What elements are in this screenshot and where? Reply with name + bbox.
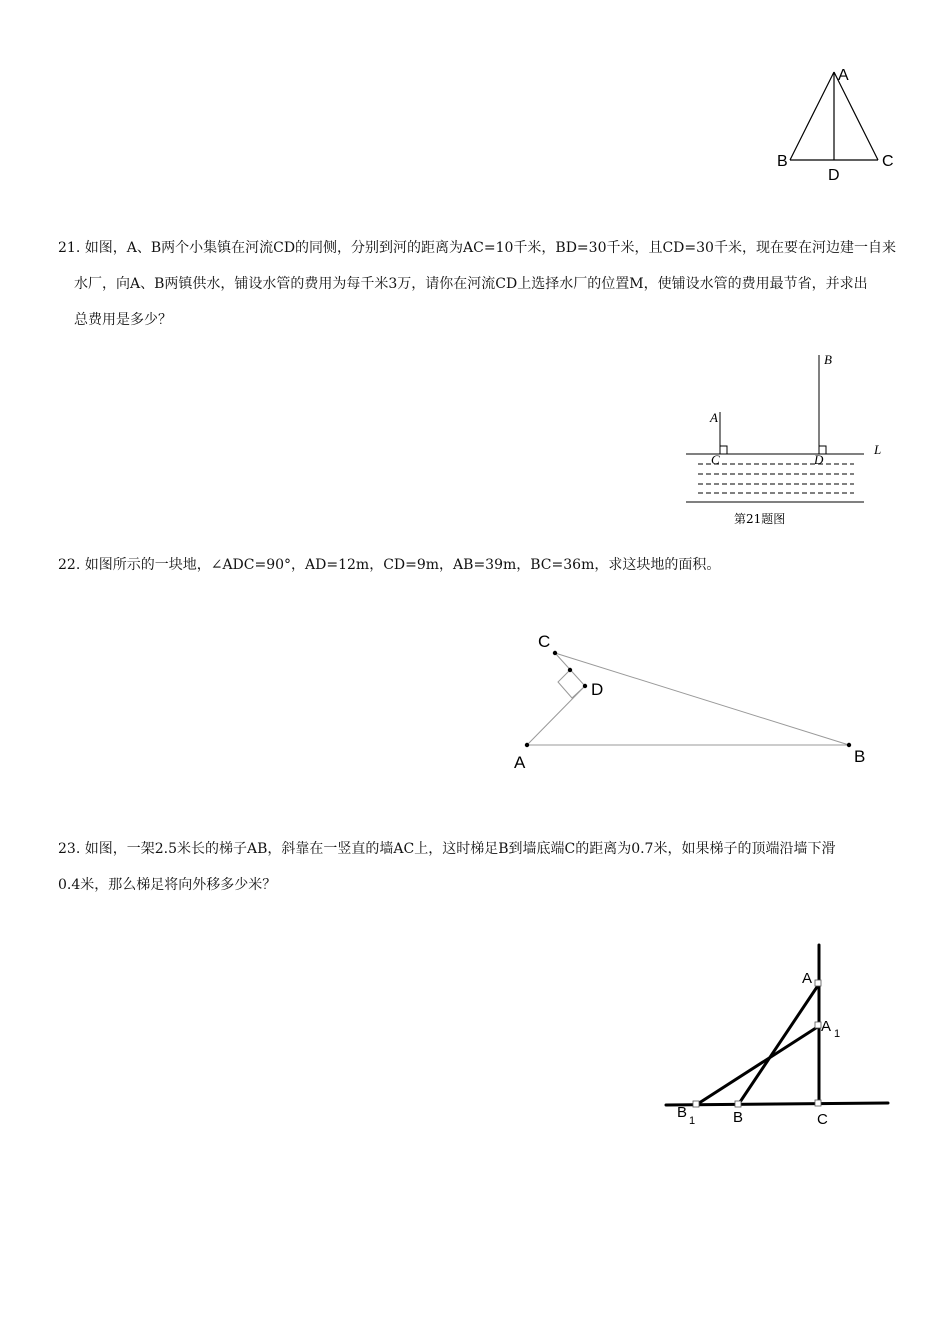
q21-line2: 水厂，向A、B两镇供水，铺设水管的费用为每千米3万，请你在河流CD上选择水厂的位置M，使铺设水管的费用最节省，并求出 [74,276,868,292]
q23-line1: 23. 如图，一架2.5米长的梯子AB，斜靠在一竖直的墙AC上，这时梯足B到墙底端C的距离为0.7米，如果梯子的顶端沿墙下滑 [58,841,836,857]
label-c: C [882,153,894,170]
question-21 [58,230,896,338]
q22-line1: 22. 如图所示的一块地，∠ADC=90°，AD=12m，CD=9m，AB=39m，BC=36m，求这块地的面积。 [58,557,721,573]
q21-line3: 总费用是多少？ [74,312,172,328]
label-d: D [591,680,604,699]
label-c: C [711,452,720,467]
figure-q23 [660,935,900,1135]
label-a1-subscript: 1 [834,1028,841,1040]
label-a: A [514,753,526,772]
label-b: B [824,352,832,367]
label-b: B [733,1109,744,1126]
label-b: B [777,153,788,170]
label-l: L [874,442,882,457]
label-b: B [854,747,866,766]
question-22 [58,547,896,583]
label-d: D [814,452,824,467]
label-b1-subscript: 1 [689,1115,696,1127]
figure-q20 [770,60,910,190]
label-d: D [828,167,840,184]
label-a: A [710,410,718,425]
label-a1: A [821,1018,832,1035]
q23-line2: 0.4米，那么梯足将向外移多少米？ [58,877,277,893]
label-c: C [538,632,551,651]
question-23 [58,831,896,903]
label-b1: B [677,1104,688,1121]
q21-line1: 21. 如图，A、B两个小集镇在河流CD的同侧，分别到河的距离为AC=10千米，BD=30千米，且CD=30千米，现在要在河边建一自来 [58,240,896,256]
label-c: C [817,1111,828,1128]
figure-q21 [680,350,890,530]
figure-q22 [500,620,880,780]
figure-caption: 第21题图 [734,512,786,526]
label-a: A [838,67,849,84]
label-a: A [802,970,813,987]
